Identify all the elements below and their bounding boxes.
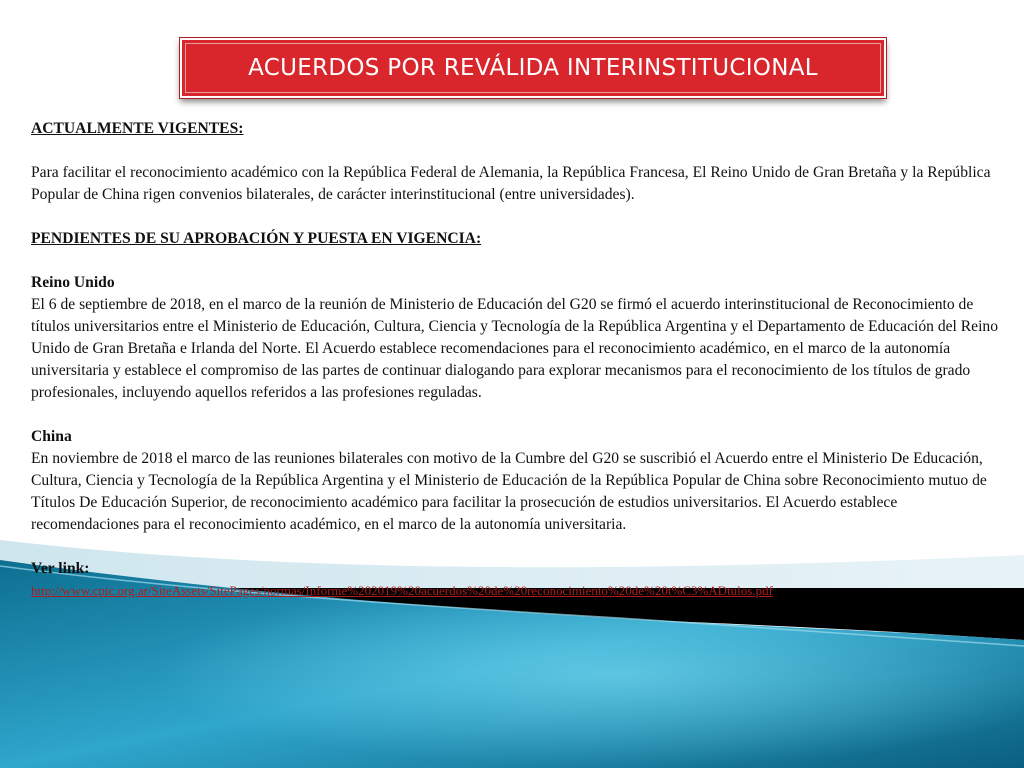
china-heading: China [31,428,72,445]
vigentes-heading: ACTUALMENTE VIGENTES: [31,120,244,137]
slide-content [31,118,999,602]
link-label: Ver link: [31,560,90,577]
title-box [180,38,886,98]
reino-unido-heading: Reino Unido [31,274,115,291]
china-paragraph: En noviembre de 2018 el marco de las reuniones bilaterales con motivo de la Cumbre del G20 se suscribió el Acuerdo entre el Ministerio De Educación, Cultura, Ciencia y Tecnología de la República Argentina y el Ministerio de Educación de la República Popular de China sobre Reconocimiento mutuo de Títulos De Educación Superior, de reconocimiento académico para facilitar la prosecución de estudios universitarios. El Acuerdo establece recomendaciones para el reconocimiento académico, en el marco de la autonomía universitaria. [31,450,987,533]
vigentes-paragraph: Para facilitar el reconocimiento académico con la República Federal de Alemania, la República Francesa, El Reino Unido de Gran Bretaña y la República Popular de China rigen convenios bilaterales, de carácter interinstitucional (entre universidades). [31,164,991,203]
reino-unido-paragraph: El 6 de septiembre de 2018, en el marco de la reunión de Ministerio de Educación del G20 se firmó el acuerdo interinstitucional de Reconocimiento de títulos universitarios entre el Ministerio de Educación, Cultura, Ciencia y Tecnología de la República Argentina y el Departamento de Educación del Reino Unido de Gran Bretaña e Irlanda del Norte. El Acuerdo establece recomendaciones para el reconocimiento académico, en el marco de la autonomía universitaria y establece el compromiso de las partes de continuar dialogando para explorar mecanismos para el reconocimiento de los títulos de grado profesionales, incluyendo aquellos referidos a las profesiones reguladas. [31,296,999,401]
document-link[interactable]: http://www.cpic.org.ar/SiteAssets/SitePages/normas/Informe%202019%20acuerdos%20de%20reconocimiento%20de%20t%C3%ADtulos.pdf [31,583,773,598]
slide-title: ACUERDOS POR REVÁLIDA INTERINSTITUCIONAL [248,55,818,81]
pendientes-heading: PENDIENTES DE SU APROBACIÓN Y PUESTA EN VIGENCIA: [31,230,482,247]
